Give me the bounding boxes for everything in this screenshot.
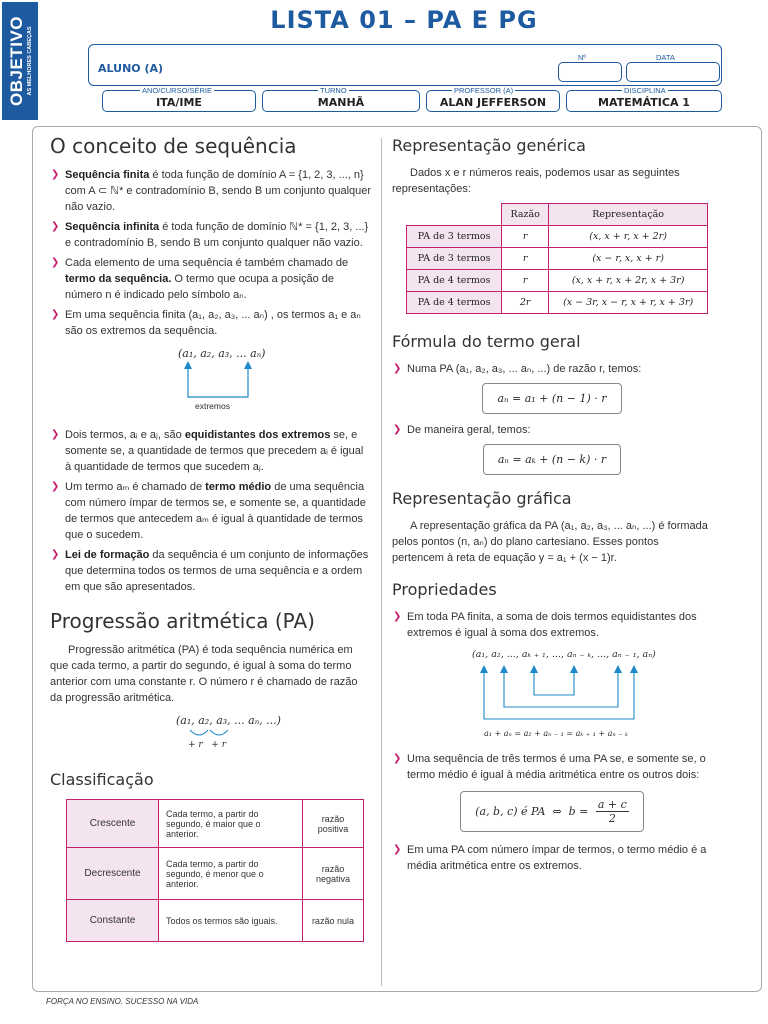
class-name: Constante [67, 900, 159, 942]
formula-termo-geral-k: aₙ = aₖ + (n − k) · r [483, 444, 621, 475]
data-label: DATA [656, 53, 675, 62]
equidistantes-sequence: (a₁, a₂, ..., aₖ ₊ ₁, ..., aₙ ₋ ₖ, ..., aₙ ₋ ₁, aₙ) [472, 649, 656, 660]
ano-value: ITA/IME [156, 96, 202, 109]
row-label: PA de 3 termos [407, 248, 502, 270]
row-ratio: r [502, 226, 549, 248]
item-text: Cada elemento de uma sequência é também chamado de [65, 257, 349, 269]
conceito-list [50, 167, 372, 339]
footer-slogan: FORÇA NO ENSINO. SUCESSO NA VIDA [46, 997, 199, 1006]
section-title-conceito: O conceito de sequência [50, 134, 297, 158]
table-row [407, 226, 708, 248]
representation-table [406, 203, 708, 314]
item-text: se, e somente se, a quantidade de termos que precedem aᵢ é igual à quantidade de termos que sucedem aⱼ. [65, 429, 364, 473]
item-text: é toda função de domínio A = {1, 2, 3, ..., n} com A ⊂ ℕ* e contradomínio B, sendo B um conjunto qualquer não vazio. [65, 169, 372, 213]
section-title-classificacao: Classificação [50, 770, 154, 789]
table-header-row [407, 204, 708, 226]
class-ratio: razão negativa [302, 848, 363, 900]
fraction-denominator: 2 [608, 812, 616, 825]
formula-termo-geral: aₙ = a₁ + (n − 1) · r [482, 383, 621, 414]
disciplina-label: DISCIPLINA [624, 86, 666, 95]
professor-label: PROFESSOR (A) [454, 86, 514, 95]
grafica-text: A representação gráfica da PA (a₁, a₂, a₃, ... aₙ, ...) é formada pelos pontos (n, aₙ) do plano cartesiano. Esses pontos pertencem à reta de equação y = a₁ + (x − 1)r. [392, 520, 708, 564]
list-item [50, 219, 372, 251]
sequence-label: (a₁, a₂, a₃, ... aₙ) [178, 347, 266, 360]
equidistantes-diagram [392, 649, 712, 745]
equidistantes-arrows [392, 663, 712, 729]
formula-fraction [596, 798, 629, 825]
extremos-label: extremos [195, 401, 230, 411]
formula-media-left: (a, b, c) é PA ⇔ b = [475, 805, 592, 818]
list-item: ❯ Uma sequência de três termos é uma PA se, e somente se, o termo médio é igual à média aritmética entre os outros dois: [392, 751, 712, 783]
list-item [50, 307, 372, 339]
propriedades-list-3 [392, 842, 712, 874]
turno-value: MANHÃ [317, 96, 365, 109]
row-rep: (x − r, x, x + r) [549, 248, 708, 270]
column-divider [381, 138, 382, 986]
table-row [407, 292, 708, 314]
item-text: Um termo aₘ é chamado de [65, 481, 206, 493]
classification-table [66, 799, 364, 942]
row-ratio: r [502, 248, 549, 270]
data-field[interactable] [626, 62, 720, 82]
item-text: de uma sequência com número ímpar de termos se, e somente se, a quantidade de termos que antecedem aₘ é igual à quantidade de termos que o sucedem. [65, 481, 366, 541]
term-highlight: termo da sequência. [65, 273, 172, 285]
list-item: ❯ De maneira geral, temos: [392, 422, 712, 438]
razao-label: + r + r [188, 740, 226, 750]
table-row [67, 900, 364, 942]
list-item [50, 547, 372, 595]
term-highlight: Lei de formação [65, 549, 150, 561]
conceito-list-2 [50, 427, 372, 595]
list-item: ❯ Em toda PA finita, a soma de dois termos equidistantes dos extremos é igual à soma dos extremos. [392, 609, 712, 641]
term-highlight: equidistantes dos extremos [184, 429, 331, 441]
row-rep: (x − 3r, x − r, x + r, x + 3r) [549, 292, 708, 314]
fraction-numerator: a + c [597, 798, 627, 811]
propriedades-list-2 [392, 751, 712, 783]
item-text: O termo que ocupa a posição de número n é indicado pelo símbolo aₙ. [65, 273, 335, 301]
pa-sequence-label: (a₁, a₂, a₃, ... aₙ, ...) [176, 714, 281, 727]
row-label: PA de 4 termos [407, 270, 502, 292]
razao-diagram [50, 714, 372, 758]
item-text: Em uma sequência finita (a₁, a₂, a₃, ... aₙ) , os termos a₁ e aₙ são os extremos da sequência. [65, 309, 361, 337]
row-ratio: r [502, 270, 549, 292]
section-title-grafica: Representação gráfica [392, 489, 572, 508]
item-text: é toda função de domínio ℕ* = {1, 2, 3, ...} e contradomínio B, sendo B um conjunto qualquer não vazio. [65, 221, 369, 249]
row-label: PA de 4 termos [407, 292, 502, 314]
item-text: Dois termos, aᵢ e aⱼ, são [65, 429, 185, 441]
section-title-pa: Progressão aritmética (PA) [50, 609, 315, 633]
ano-label: ANO/CURSO/SÉRIE [142, 86, 213, 95]
equidistantes-equation: a₁ + aₙ = a₂ + aₙ ₋ ₁ = aₖ ₊ ₁ + aₙ ₋ ₖ [484, 729, 628, 738]
item-text: da sequência é um conjunto de informações que determina todos os termos de uma sequência e a ordem em que são apresentados. [65, 549, 369, 593]
row-rep: (x, x + r, x + 2r) [549, 226, 708, 248]
numero-field[interactable] [558, 62, 622, 82]
termo-geral-list-2 [392, 422, 712, 438]
class-desc: Cada termo, a partir do segundo, é menor que o anterior. [159, 848, 303, 900]
class-name: Crescente [67, 800, 159, 848]
row-ratio: 2r [502, 292, 549, 314]
numero-label: Nº [578, 53, 587, 62]
professor-value: ALAN JEFFERSON [439, 96, 547, 109]
class-ratio: razão positiva [302, 800, 363, 848]
table-row [67, 848, 364, 900]
section-title-termo-geral: Fórmula do termo geral [392, 332, 581, 351]
extremos-diagram [50, 347, 372, 417]
propriedades-list [392, 609, 712, 641]
term-highlight: Sequência infinita [65, 221, 160, 233]
table-row [407, 270, 708, 292]
list-item: ❯ Em uma PA com número ímpar de termos, o termo médio é a média aritmética entre os extremos. [392, 842, 712, 874]
term-highlight: Sequência finita [65, 169, 150, 181]
row-rep: (x, x + r, x + 2r, x + 3r) [549, 270, 708, 292]
pa-definition: Progressão aritmética (PA) é toda sequência numérica em que cada termo, a partir do segundo, é igual à soma do termo anterior com uma constante r. O número r é chamado de razão da progressão aritmética. [50, 644, 358, 704]
row-label: PA de 3 termos [407, 226, 502, 248]
empty-header [407, 204, 502, 226]
table-row [407, 248, 708, 270]
list-item [50, 167, 372, 215]
logo-main-text: OBJETIVO [7, 16, 26, 106]
termo-geral-list [392, 361, 712, 377]
list-item [50, 479, 372, 543]
list-item [50, 427, 372, 475]
section-title-representacao: Representação genérica [392, 136, 586, 155]
logo-sub-text: AS MELHORES CABEÇAS [27, 26, 33, 96]
aluno-label: ALUNO (A) [98, 62, 164, 75]
list-item: ❯ Numa PA (a₁, a₂, a₃, ... aₙ, ...) de razão r, temos: [392, 361, 712, 377]
class-desc: Cada termo, a partir do segundo, é maior que o anterior. [159, 800, 303, 848]
page-title: LISTA 01 – PA E PG [270, 6, 538, 34]
class-name: Decrescente [67, 848, 159, 900]
representacao-text: Dados x e r números reais, podemos usar as seguintes representações: [392, 167, 680, 195]
formula-media [460, 791, 644, 832]
table-header: Representação [549, 204, 708, 226]
table-row [67, 800, 364, 848]
list-item [50, 255, 372, 303]
class-ratio: razão nula [302, 900, 363, 942]
disciplina-value: MATEMÁTICA 1 [598, 96, 690, 109]
section-title-propriedades: Propriedades [392, 580, 497, 599]
class-desc: Todos os termos são iguais. [159, 900, 303, 942]
table-header: Razão [502, 204, 549, 226]
turno-label: TURNO [320, 86, 347, 95]
right-column [392, 134, 712, 878]
left-column [50, 134, 372, 942]
term-highlight: termo médio [205, 481, 272, 493]
